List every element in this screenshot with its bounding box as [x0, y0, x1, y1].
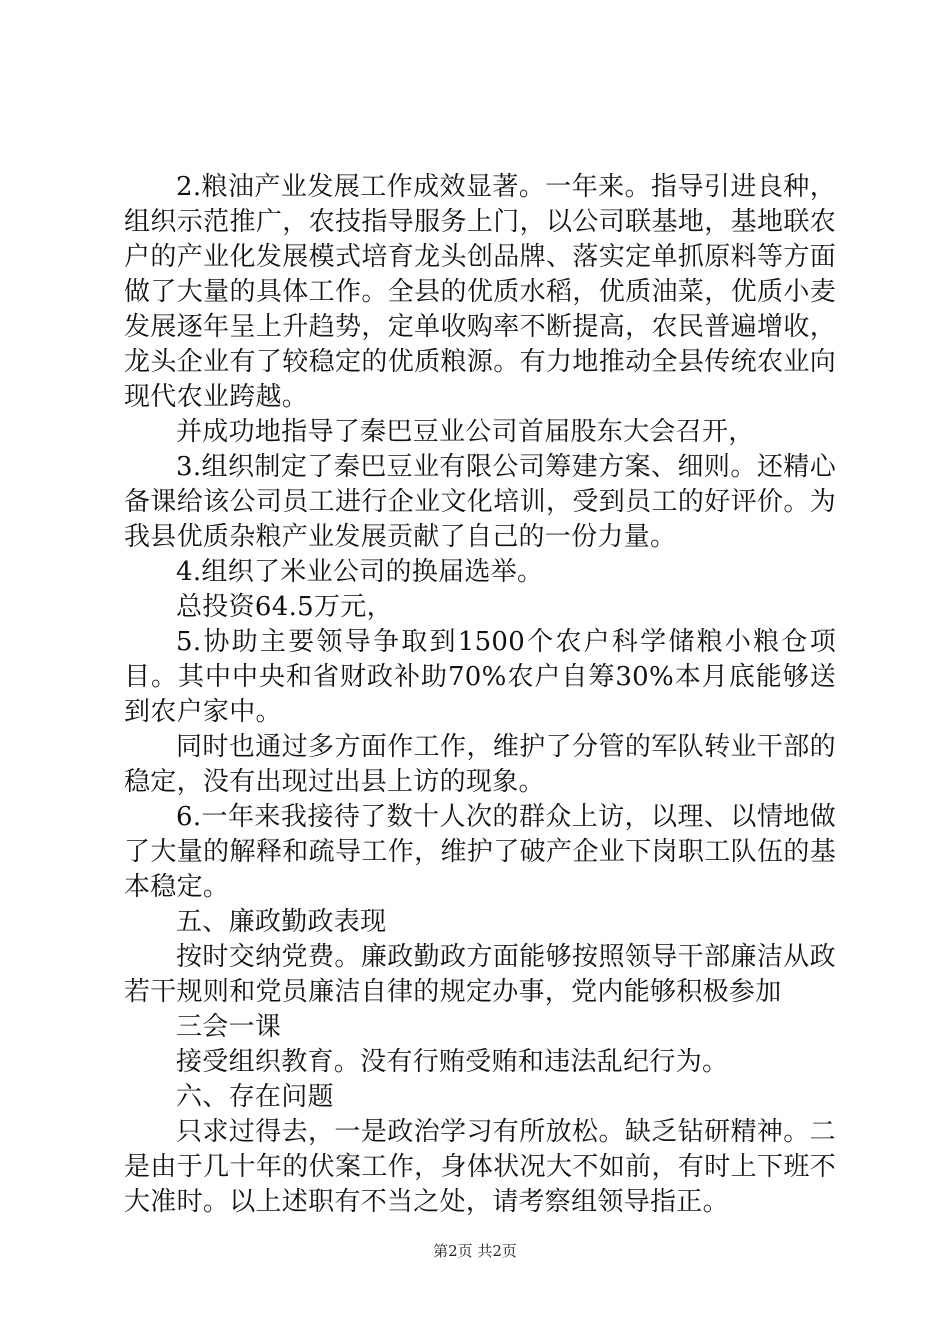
paragraph-petitions: 6.一年来我接待了数十人次的群众上访，以理、以情地做了大量的解释和疏导工作，维护了破产企业下岗职工队伍的基本稳定。 — [124, 802, 836, 902]
paragraph-grain-oil-industry: 2.粮油产业发展工作成效显著。一年来。指导引进良种，组织示范推广，农技指导服务上门，以公司联基地，基地联农户的产业化发展模式培育龙头创品牌、落实定单抓原料等方面做了大量的具体工作。全县的优质水稻，优质油菜，优质小麦发展逐年呈上升趋势，定单收购率不断提高，农民普遍增收，龙头企业有了较稳定的优质粮源。有力地推动全县传统农业向现代农业跨越。 — [124, 172, 836, 412]
heading-existing-problems: 六、存在问题 — [176, 1082, 334, 1112]
heading-integrity-performance: 五、廉政勤政表现 — [176, 907, 387, 937]
paragraph-grain-storage-project: 5.协助主要领导争取到1500个农户科学储粮小粮仓项目。其中中央和省财政补助70%农户自筹30%本月底能够送到农户家中。 — [124, 627, 836, 727]
paragraph-total-investment: 总投资64.5万元， — [176, 592, 393, 622]
paragraph-veteran-cadres: 同时也通过多方面作工作，维护了分管的军队转业干部的稳定，没有出现过出县上访的现象。 — [124, 732, 836, 797]
paragraph-three-meetings: 三会一课 — [176, 1012, 282, 1042]
paragraph-rice-company-election: 4.组织了米业公司的换届选举。 — [176, 557, 544, 587]
page-number-footer: 第2页 共2页 — [433, 1242, 517, 1260]
paragraph-shareholder-meeting: 并成功地指导了秦巴豆业公司首届股东大会召开， — [176, 417, 755, 447]
paragraph-soybean-company-plan: 3.组织制定了秦巴豆业有限公司筹建方案、细则。还精心备课给该公司员工进行企业文化培训，受到员工的好评价。为我县优质杂粮产业发展贡献了自己的一份力量。 — [124, 452, 836, 552]
document-body — [124, 170, 836, 1220]
paragraph-organization-education: 接受组织教育。没有行贿受贿和违法乱纪行为。 — [176, 1047, 729, 1077]
paragraph-problems-detail: 只求过得去，一是政治学习有所放松。缺乏钻研精神。二是由于几十年的伏案工作，身体状况大不如前，有时上下班不大准时。以上述职有不当之处，请考察组领导指正。 — [124, 1117, 836, 1217]
paragraph-party-dues: 按时交纳党费。廉政勤政方面能够按照领导干部廉洁从政若干规则和党员廉洁自律的规定办事，党内能够积极参加 — [124, 942, 836, 1007]
